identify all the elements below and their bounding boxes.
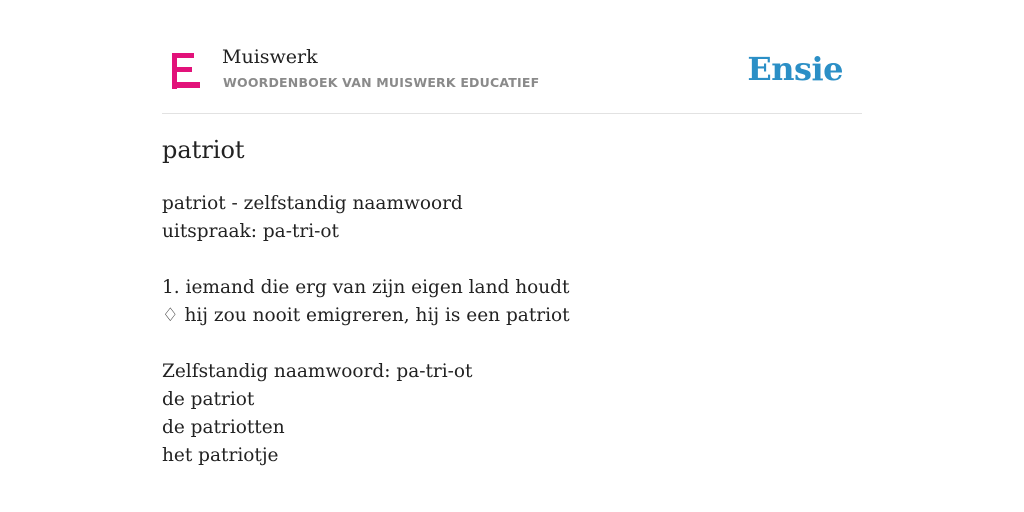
entry-definition <box>162 190 570 470</box>
entry-line-blank <box>162 246 570 274</box>
entry-line-grammar-heading: Zelfstandig naamwoord: pa-tri-ot <box>162 361 473 382</box>
entry-line-plural: de patriotten <box>162 417 285 438</box>
entry-line-pronunciation: uitspraak: pa-tri-ot <box>162 221 339 242</box>
site-header <box>162 0 862 114</box>
entry-headword: patriot <box>162 136 245 164</box>
entry-line-singular: de patriot <box>162 389 255 410</box>
entry-line-word-class: patriot - zelfstandig naamwoord <box>162 193 463 214</box>
muiswerk-logo-icon[interactable] <box>172 53 200 89</box>
brand-subtitle: WOORDENBOEK VAN MUISWERK EDUCATIEF <box>223 75 540 90</box>
entry-line-blank <box>162 330 570 358</box>
entry-line-diminutive: het patriotje <box>162 445 279 466</box>
ensie-logo[interactable]: Ensie <box>747 50 843 88</box>
page-container <box>162 0 862 466</box>
entry-line-example: ♢ hij zou nooit emigreren, hij is een patriot <box>162 305 570 326</box>
entry-line-meaning: 1. iemand die erg van zijn eigen land houdt <box>162 277 570 298</box>
brand-title[interactable]: Muiswerk <box>222 46 318 68</box>
